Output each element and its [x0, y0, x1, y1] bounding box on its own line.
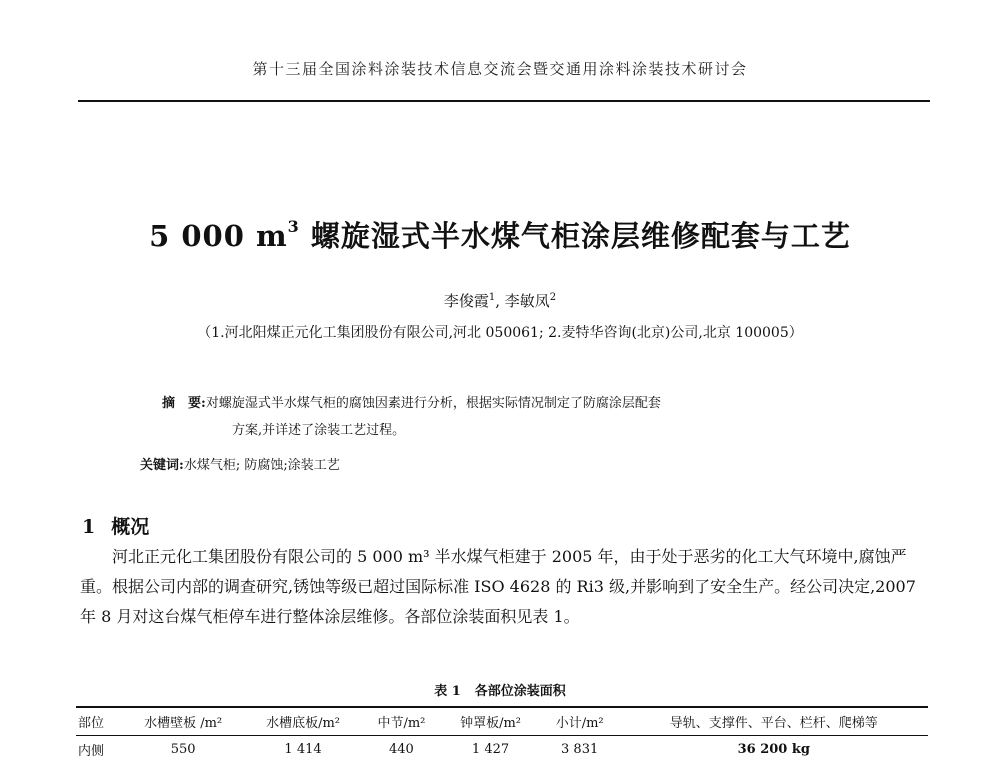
- keywords-label: 关键词:: [140, 458, 184, 473]
- affiliations: （1.河北阳煤正元化工集团股份有限公司,河北 050061; 2.麦特华咨询(北京)公司,北京 100005）: [0, 322, 1000, 342]
- table-header-cell: 水槽壁板 /m²: [122, 707, 245, 736]
- keywords: [140, 454, 340, 473]
- keywords-text: 水煤气柜; 防腐蚀;涂装工艺: [184, 458, 340, 473]
- author-affiliation-mark: 2: [550, 292, 556, 303]
- section-heading: [82, 512, 149, 539]
- table-cell: 内侧: [76, 736, 122, 763]
- table-header-cell: 中节/m²: [362, 707, 442, 736]
- table-header-cell: 部位: [76, 707, 122, 736]
- author-affiliation-mark: 1: [489, 292, 495, 303]
- header-rule: [78, 100, 930, 102]
- author-list: [0, 290, 1000, 311]
- abstract-line: [162, 390, 661, 417]
- table-row: [76, 736, 928, 763]
- abstract-text: 对螺旋湿式半水煤气柜的腐蚀因素进行分析，根据实际情况制定了防腐涂层配套: [206, 396, 661, 411]
- table-header-cell: 小计/m²: [540, 707, 620, 736]
- author-name: 李俊霞: [444, 292, 489, 310]
- body-paragraph: 河北正元化工集团股份有限公司的 5 000 m³ 半水煤气柜建于 2005 年，由于处于恶劣的化工大气环境中,腐蚀严重。根据公司内部的调查研究,锈蚀等级已超过国际标准 ISO 4628 的 Ri3 级,并影响到了安全生产。经公司决定,2007 年 8 月对这台煤气柜停车进行整体涂层维修。各部位涂装面积见表 1。: [80, 542, 926, 632]
- table-cell: 550: [122, 736, 245, 763]
- table-header-cell: 导轨、支撑件、平台、栏杆、爬梯等: [620, 707, 928, 736]
- title-text: 螺旋湿式半水煤气柜涂层维修配套与工艺: [300, 219, 851, 253]
- abstract: [162, 390, 661, 444]
- table-header-cell: 钟罩板/m²: [441, 707, 539, 736]
- table-cell: 36 200 kg: [620, 736, 928, 763]
- author-name: 李敏凤: [505, 292, 550, 310]
- table-caption-title: 各部位涂装面积: [475, 684, 566, 699]
- abstract-label: 摘 要:: [162, 396, 206, 411]
- abstract-text: 方案,并详述了涂装工艺过程。: [232, 423, 405, 438]
- section-title: 概况: [111, 516, 149, 538]
- table-cell: 3 831: [540, 736, 620, 763]
- table-cell: 440: [362, 736, 442, 763]
- author-separator: ,: [495, 292, 505, 310]
- table-cell: 1 427: [441, 736, 539, 763]
- paper-title: [0, 214, 1000, 255]
- table-caption: [0, 680, 1000, 699]
- table-cell: 1 414: [245, 736, 362, 763]
- title-prefix: 5 000 m: [149, 219, 288, 253]
- coating-area-table: [76, 706, 928, 763]
- running-head: 第十三届全国涂料涂装技术信息交流会暨交通用涂料涂装技术研讨会: [0, 58, 1000, 79]
- title-superscript: 3: [288, 217, 300, 236]
- table-header-cell: 水槽底板/m²: [245, 707, 362, 736]
- table-header-row: [76, 707, 928, 736]
- section-number: 1: [82, 516, 95, 538]
- abstract-line: [162, 417, 661, 444]
- table-caption-number: 表 1: [434, 684, 461, 699]
